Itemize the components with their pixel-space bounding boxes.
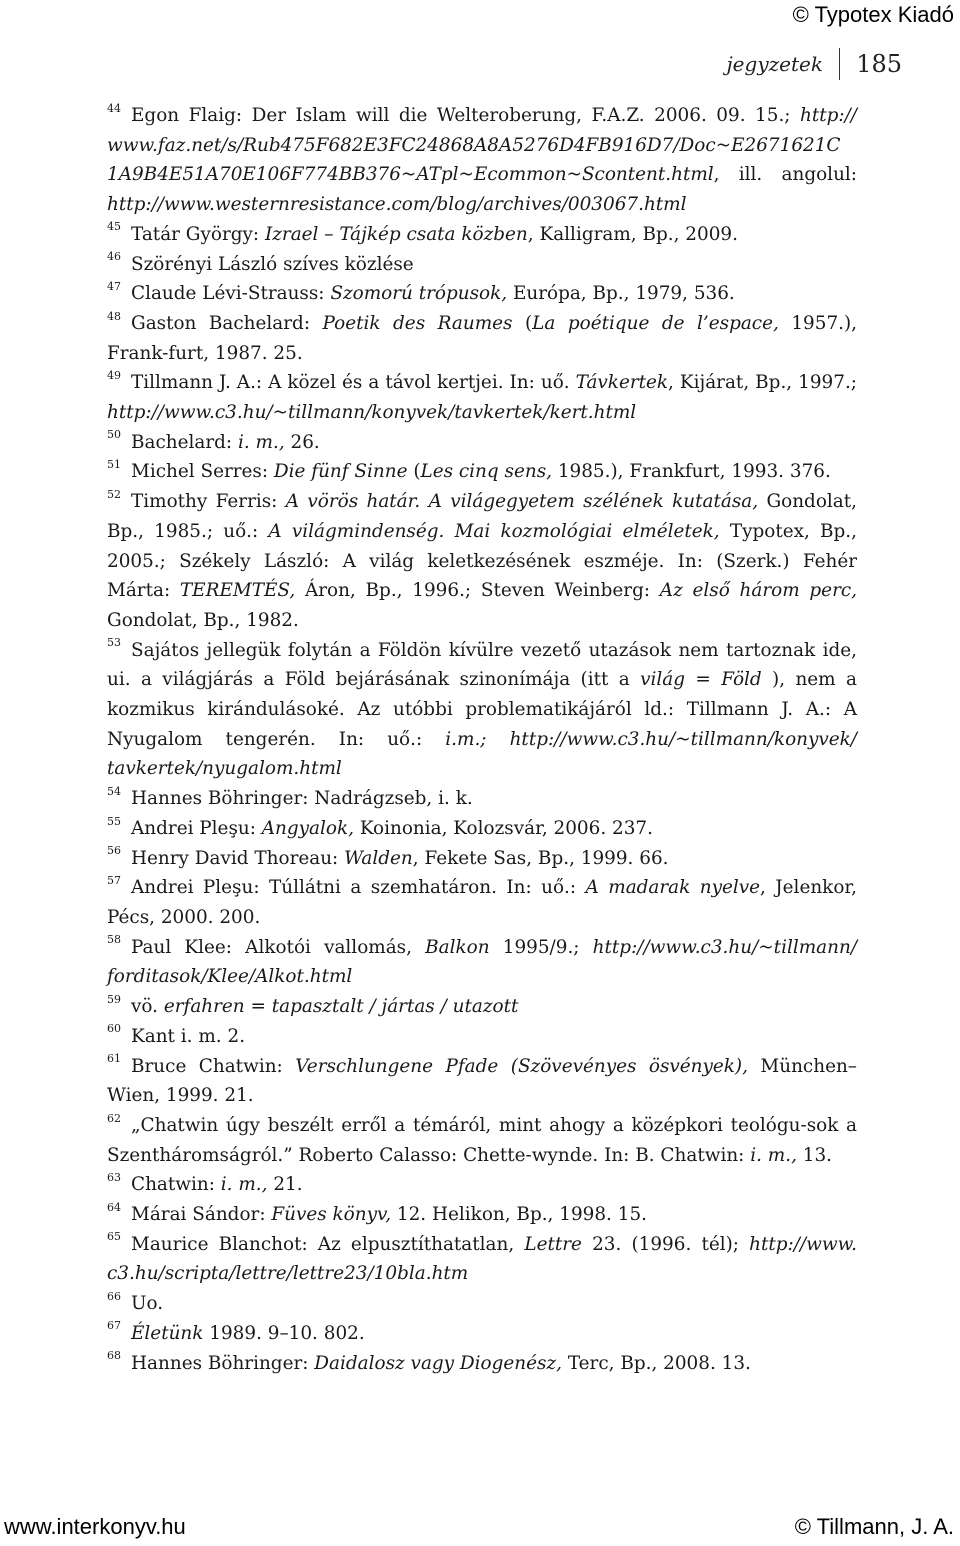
italic-text: i. m., — [237, 431, 285, 453]
footnote-text: Tatár György: — [131, 223, 265, 245]
footnote-text: 12. Helikon, Bp., 1998. 15. — [391, 1204, 647, 1226]
footnote-text: 21. — [267, 1174, 303, 1196]
footnote-text: , Kalligram, Bp., 2009. — [527, 223, 738, 245]
footnote-number: 68 — [107, 1349, 121, 1363]
footnote-text: Gondolat, Bp., 1982. — [107, 609, 299, 631]
footnote-text: vö. — [131, 996, 164, 1018]
footnote-text: Maurice Blanchot: Az elpusztíthatatlan, — [131, 1233, 525, 1255]
page-number: 185 — [856, 50, 902, 78]
footnote-47 — [107, 279, 857, 309]
footnote-number: 49 — [107, 368, 121, 382]
footnote-text: Márai Sándor: — [131, 1204, 272, 1226]
footnote-number: 44 — [107, 101, 121, 115]
footnote-number: 60 — [107, 1022, 121, 1036]
footnote-number: 57 — [107, 873, 121, 887]
italic-text: http://www.c3.hu/~tillmann/ forditasok/Klee/Alkot.html — [107, 936, 858, 988]
footnote-text: Hannes Böhringer: Nadrágzseb, i. k. — [131, 788, 473, 810]
footnote-52 — [107, 487, 857, 636]
footnote-text: Michel Serres: — [131, 461, 274, 483]
footnote-text: 1985.), Frankfurt, 1993. 376. — [551, 461, 831, 483]
footnote-67 — [107, 1319, 857, 1349]
italic-text: A madarak nyelve — [585, 877, 761, 899]
footnote-text: 13. — [796, 1144, 833, 1166]
footnote-number: 48 — [107, 309, 121, 323]
footnote-text: Kant i. m. 2. — [131, 1025, 246, 1047]
footnote-51 — [107, 457, 857, 487]
footnote-number: 66 — [107, 1289, 121, 1303]
footnote-54 — [107, 784, 857, 814]
footnote-text: Gaston Bachelard: — [131, 312, 323, 334]
section-title: jegyzetek — [726, 52, 823, 76]
italic-text: világ = Föld — [640, 669, 762, 691]
footnote-59 — [107, 992, 857, 1022]
footnote-text: Timothy Ferris: — [131, 491, 286, 513]
footnote-text: Európa, Bp., 1979, 536. — [507, 283, 735, 305]
running-head — [726, 48, 902, 80]
footnote-number: 62 — [107, 1111, 121, 1125]
footnote-44 — [107, 101, 857, 220]
footnote-number: 64 — [107, 1200, 121, 1214]
footnote-text: Tillmann J. A.: A közel és a távol kertjei. In: uő. — [131, 372, 576, 394]
author-credit: © Tillmann, J. A. — [794, 1514, 954, 1539]
italic-text: Walden — [344, 847, 413, 869]
footnote-57 — [107, 873, 857, 932]
italic-text: Életünk — [131, 1322, 204, 1344]
footnote-text: 1995/9.; — [489, 936, 593, 958]
footnote-text: Henry David Thoreau: — [131, 847, 345, 869]
footnote-list — [107, 101, 857, 1378]
footnote-text: Hannes Böhringer: — [131, 1352, 315, 1374]
italic-text: A világmindenség. Mai kozmológiai elméletek, — [268, 520, 720, 542]
footnote-text: , Jelenkor, Pécs, 2000. 200. — [107, 877, 858, 928]
italic-text: A vörös határ. A világegyetem szélének kutatása, — [285, 491, 759, 513]
footnote-text: Egon Flaig: Der Islam will die Welteroberung, F.A.Z. 2006. 09. 15.; — [131, 105, 800, 126]
italic-text: Angyalok, — [261, 817, 354, 839]
italic-text: http://www.c3.hu/~tillmann/konyvek/tavkertek/kert.html — [107, 402, 637, 424]
italic-text: Les cinq sens, — [420, 461, 552, 483]
footnote-number: 47 — [107, 279, 121, 293]
footnote-text: , Kijárat, Bp., 1997.; — [668, 372, 857, 394]
italic-text: La poétique de l’espace, — [532, 312, 779, 334]
footnote-text: 23. (1996. tél); — [581, 1233, 750, 1255]
footnote-text: Uo. — [131, 1293, 164, 1315]
italic-text: erfahren = tapasztalt / jártas / utazott — [163, 996, 519, 1018]
italic-text: Verschlungene Pfade (Szövevényes ösvények), — [295, 1055, 748, 1077]
footnote-number: 65 — [107, 1230, 121, 1244]
italic-text: http://www. c3.hu/scripta/lettre/lettre23/10bla.htm — [107, 1233, 858, 1285]
footnote-text: Paul Klee: Alkotói vallomás, — [131, 936, 426, 958]
footnote-number: 54 — [107, 784, 121, 798]
italic-text: Lettre — [524, 1233, 582, 1255]
footnote-text: Typotex, Bp., 2005.; Székely László: A világ keletkezésének eszméje. In: (Szerk.) Fehér Márta: — [107, 520, 857, 602]
footnote-text: 1957.), Frank-furt, 1987. 25. — [107, 312, 858, 364]
footnote-text: Áron, Bp., 1996.; Steven Weinberg: — [295, 580, 660, 602]
footnote-58 — [107, 933, 857, 992]
italic-text: Szomorú trópusok, — [330, 283, 508, 305]
footnote-text: „Chatwin úgy beszélt erről a témáról, mint ahogy a középkori teológu-sok a Szentháromságról.” Roberto Calasso: Chette-wynde. In: B. Chatwin: — [107, 1114, 857, 1166]
footnote-66 — [107, 1289, 857, 1319]
footnote-text: 26. — [284, 431, 320, 453]
footnote-text: , ill. angolul: — [713, 164, 857, 186]
footnote-number: 45 — [107, 220, 121, 234]
footnote-number: 52 — [107, 487, 121, 501]
footnote-number: 53 — [107, 636, 121, 650]
footnote-number: 59 — [107, 992, 121, 1006]
footnote-46 — [107, 250, 857, 280]
footnote-53 — [107, 636, 857, 785]
italic-text: TEREMTÉS, — [179, 580, 296, 602]
footnote-text: ( — [512, 312, 533, 334]
footnote-number: 58 — [107, 933, 121, 947]
footnote-62 — [107, 1111, 857, 1170]
footnote-text: ( — [407, 461, 421, 483]
footnote-text: Andrei Pleşu: — [131, 817, 262, 839]
footnote-text: Sajátos jellegük folytán a Földön kívülre vezető utazások nem tartoznak ide, ui. a világjárás a Föld bejárásának szinonímája (itt a — [107, 639, 857, 691]
italic-text: Az első három perc, — [659, 580, 858, 602]
footnote-64 — [107, 1200, 857, 1230]
footnote-50 — [107, 428, 857, 458]
footnote-number: 63 — [107, 1170, 121, 1184]
italic-text: Daidalosz vagy Diogenész, — [314, 1352, 562, 1374]
website-credit[interactable]: www.interkonyv.hu — [4, 1514, 186, 1539]
footnote-48 — [107, 309, 857, 368]
footnote-text: Gondolat, Bp., 1985.; uő.: — [107, 491, 857, 542]
footnote-text: Bruce Chatwin: — [131, 1055, 296, 1077]
header-divider — [839, 48, 840, 80]
footnote-text: Szörényi László szíves közlése — [131, 253, 414, 275]
footnote-55 — [107, 814, 857, 844]
footnote-text: , Fekete Sas, Bp., 1999. 66. — [412, 847, 669, 869]
footnote-63 — [107, 1170, 857, 1200]
italic-text: Poetik des Raumes — [322, 312, 513, 334]
italic-text: i. m., — [750, 1144, 797, 1166]
footnote-text: Terc, Bp., 2008. 13. — [561, 1352, 751, 1374]
footnote-49 — [107, 368, 857, 427]
italic-text: http://www.westernresistance.com/blog/archives/003067.html — [107, 194, 687, 216]
footnote-text: Andrei Pleşu: Túllátni a szemhatáron. In: uő.: — [131, 877, 586, 899]
footnote-45 — [107, 220, 857, 250]
footnote-text: Claude Lévi-Strauss: — [131, 283, 331, 305]
italic-text: Izrael – Tájkép csata közben — [264, 223, 528, 245]
footnote-65 — [107, 1230, 857, 1289]
footnote-68 — [107, 1349, 857, 1379]
footnote-56 — [107, 844, 857, 874]
footnote-text: Chatwin: — [131, 1174, 221, 1196]
footnote-number: 51 — [107, 458, 121, 472]
italic-text: http:// www.faz.net/s/Rub475F682E3FC24868A8A5276D4FB916D7/Doc~E2671621C 1A9B4E51A70E106F774BB376~ATpl~Ecommon~Scontent.html — [107, 105, 857, 186]
footnote-text: ), nem a kozmikus kirándulásoké. Az utóbbi problematikájáról ld.: Tillmann J. A.: A Nyugalom tengerén. In: uő.: — [107, 669, 857, 750]
footnote-number: 56 — [107, 844, 121, 858]
footnote-text: Koinonia, Kolozsvár, 2006. 237. — [353, 817, 653, 839]
italic-text: Füves könyv, — [271, 1204, 392, 1226]
footnote-number: 67 — [107, 1319, 121, 1333]
italic-text: Távkertek — [575, 372, 669, 394]
footnote-number: 61 — [107, 1052, 121, 1066]
publisher-credit: © Typotex Kiadó — [792, 2, 954, 27]
footnote-text: München–Wien, 1999. 21. — [107, 1055, 857, 1107]
footnote-number: 55 — [107, 814, 121, 828]
italic-text: Balkon — [425, 936, 490, 958]
footnote-61 — [107, 1052, 857, 1111]
italic-text: Die fünf Sinne — [273, 461, 408, 483]
italic-text: i.m.; http://www.c3.hu/~tillmann/konyvek/ tavkertek/nyugalom.html — [107, 728, 857, 780]
footnote-text: Bachelard: — [131, 431, 238, 453]
footnote-number: 50 — [107, 428, 121, 442]
footnote-text: 1989. 9–10. 802. — [203, 1322, 365, 1344]
footnote-number: 46 — [107, 250, 121, 264]
footnote-60 — [107, 1022, 857, 1052]
italic-text: i. m., — [220, 1174, 268, 1196]
